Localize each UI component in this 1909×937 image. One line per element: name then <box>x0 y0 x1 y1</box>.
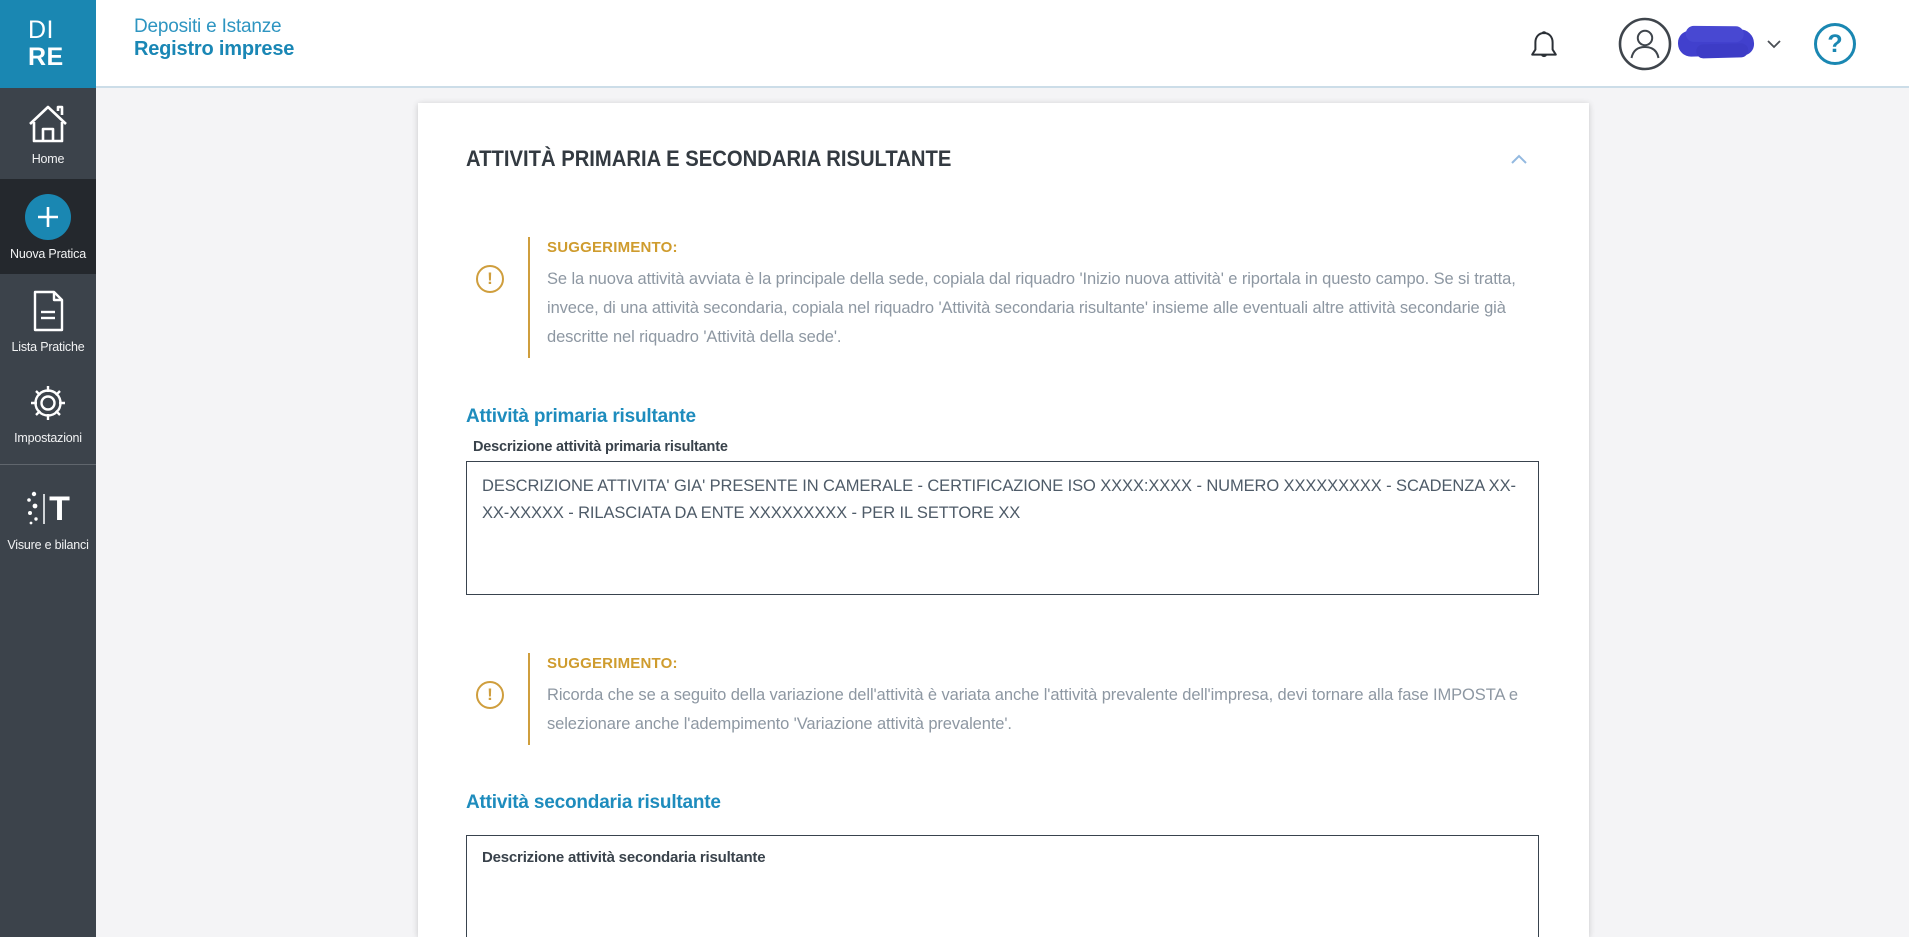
sidebar-item-home[interactable] <box>0 88 96 179</box>
secondary-activity-heading: Attività secondaria risultante <box>466 792 721 813</box>
sidebar-item-impostazioni[interactable] <box>0 367 96 458</box>
suggestion-box <box>466 653 1541 745</box>
sidebar-item-label: Nuova Pratica <box>10 247 86 261</box>
sidebar-item-label: Lista Pratiche <box>11 340 85 354</box>
home-icon <box>2 103 94 145</box>
suggestion-title: SUGGERIMENTO: <box>547 655 678 672</box>
document-icon <box>2 289 94 333</box>
primary-activity-heading: Attività primaria risultante <box>466 406 696 427</box>
section-header <box>466 145 1541 173</box>
bell-icon <box>1526 28 1562 64</box>
app-brand <box>134 16 294 61</box>
collapse-section-button[interactable] <box>1505 145 1533 173</box>
telemaco-t-icon: T <box>26 488 70 526</box>
sidebar-item-lista-pratiche[interactable] <box>0 274 96 367</box>
suggestion-body <box>528 653 1538 745</box>
notifications-button[interactable] <box>1526 28 1562 64</box>
logo-line-1: DI <box>28 16 54 44</box>
suggestion-title: SUGGERIMENTO: <box>547 239 678 256</box>
sidebar-item-label: Visure e bilanci <box>7 538 89 552</box>
primary-activity-field-label: Descrizione attività primaria risultante <box>473 439 728 455</box>
sidebar-item-nuova-pratica[interactable] <box>0 179 96 274</box>
avatar <box>1618 17 1672 71</box>
section-card <box>418 103 1589 937</box>
main-content <box>96 88 1909 937</box>
question-mark-icon: ? <box>1827 29 1843 58</box>
sidebar-item-label: Home <box>31 152 65 166</box>
app-subtitle: Depositi e Istanze <box>134 16 282 37</box>
sidebar <box>0 88 96 937</box>
suggestion-body <box>528 237 1538 358</box>
chevron-down-icon <box>1766 39 1782 49</box>
secondary-activity-textarea[interactable] <box>466 835 1539 937</box>
page-title: Registro imprese <box>134 38 295 60</box>
warning-icon: ! <box>476 681 504 709</box>
sidebar-item-label: Impostazioni <box>14 431 82 445</box>
primary-activity-textarea[interactable] <box>466 461 1539 595</box>
user-name-redaction <box>1678 29 1755 57</box>
chevron-up-icon <box>1510 153 1528 165</box>
logo-line-2: RE <box>28 43 64 71</box>
secondary-activity-field-label: Descrizione attività secondaria risultante <box>482 849 766 866</box>
app-header <box>0 0 1909 88</box>
sidebar-divider <box>0 464 96 465</box>
app-logo <box>0 0 96 88</box>
help-button[interactable] <box>1814 23 1856 65</box>
warning-icon: ! <box>476 265 504 293</box>
section-title: ATTIVITÀ PRIMARIA E SECONDARIA RISULTANTE <box>466 146 952 171</box>
user-menu[interactable] <box>1618 17 1818 73</box>
plus-icon <box>25 194 71 240</box>
suggestion-box <box>466 237 1541 358</box>
sidebar-item-visure-e-bilanci[interactable] <box>0 473 96 565</box>
suggestion-text: Ricorda che se a seguito della variazione dell'attività è variata anche l'attività prevalente dell'impresa, devi tornare alla fase IMPOSTA e selezionare anche l'adempimento 'Variazione attività prevalente'. <box>547 686 1518 733</box>
suggestion-text: Se la nuova attività avviata è la principale della sede, copiala dal riquadro 'Inizio nuova attività' e riportala in questo campo. Se si tratta, invece, di una attività secondaria, copiala nel riquadro 'Attività secondaria risultante' insieme alle eventuali altre attività secondarie già descritte nel riquadro 'Attività della sede'. <box>547 270 1516 346</box>
gear-icon <box>2 382 94 424</box>
